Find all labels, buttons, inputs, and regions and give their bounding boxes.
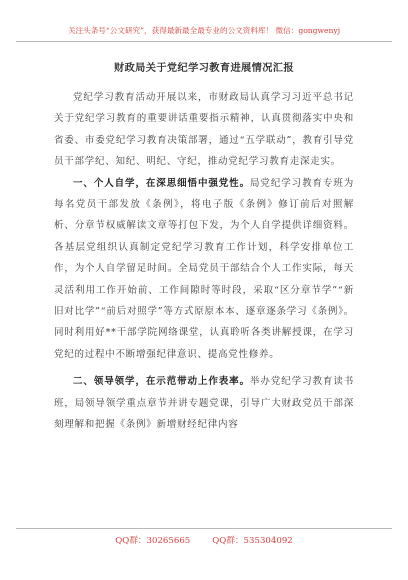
header-banner: 关注头条号“公文研究”，获得最新最全最专业的公文资料库！ 微信：gongwenyj: [67, 26, 341, 35]
paragraph-text: 举办党纪学习教育读书班，局领导领学重点章节并讲专题党课，引导广大财政党员干部深刻理解和把握《条例》新增财经纪律内容: [54, 376, 354, 431]
paragraph-section-2: [54, 371, 354, 435]
paragraph-section-1: [54, 173, 354, 366]
footer-divider: [16, 528, 392, 529]
document-title: 财政局关于党纪学习教育进展情况汇报: [114, 62, 294, 74]
paragraph-intro: [54, 87, 354, 173]
section-heading: 二、领导领学，在示范带动上作表率。: [73, 376, 251, 388]
document-body: [54, 87, 354, 436]
paragraph-text: 党纪学习教育活动开展以来，市财政局认真学习习近平总书记关于党纪学习教育的重要讲话重要指示精神，认真贯彻落实中央和省委、市委党纪学习教育决策部署，通过“五学联动”，教育引导党员干部学纪、知纪、明纪、守纪，推动党纪学习教育走深走实。: [54, 92, 354, 168]
section-heading: 一、个人自学，在深思细悟中强党性。: [73, 177, 251, 189]
qq-group-2: QQ群：535304092: [212, 536, 293, 546]
footer-contact: [20, 535, 388, 547]
header-divider: [16, 41, 392, 42]
paragraph-text: 局党纪学习教育专班为每名党员干部发放《条例》，将电子版《条例》修订前后对照解析、分章节权威解读文章等打包下发，为个人自学提供详细资料。各基层党组织认真制定党纪学习教育工作计划，科学安排单位工作，为个人自学留足时间。全局党员干部结合个人工作实际，每天灵活利用工作开始前、工作间隙时等时段，采取“区分章节学”“新旧对比学”“前后对照学”等方式原原本本、逐章逐条学习《条例》。同时利用好**干部学院网络课堂，认真聆听各类讲解授课，在学习党纪的过程中不断增强纪律意识、提高党性修养。: [54, 177, 354, 360]
qq-group-1: QQ群：30265665: [115, 536, 191, 546]
